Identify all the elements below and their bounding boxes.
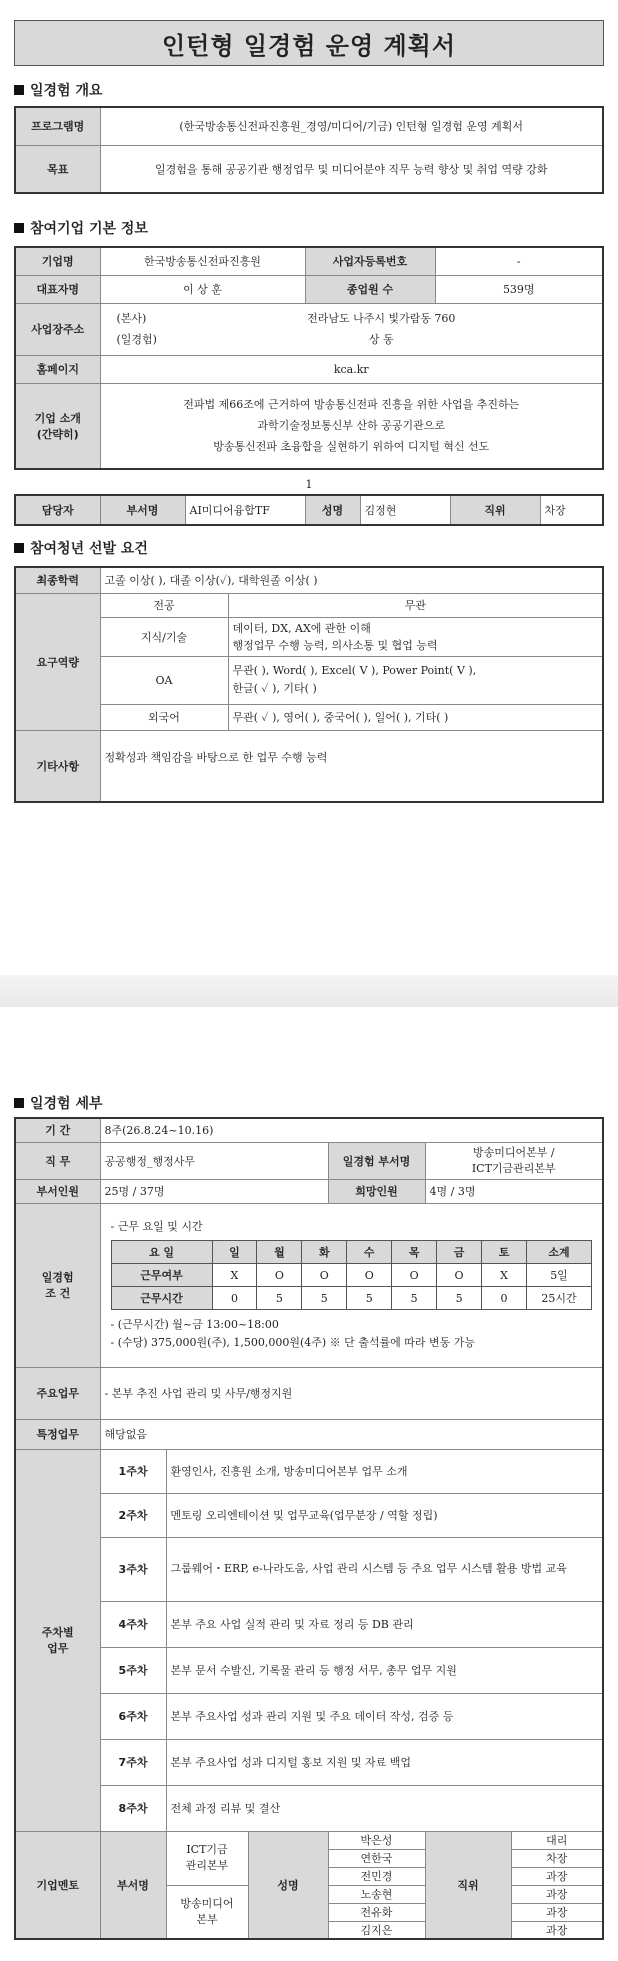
program-label: 프로그램명: [15, 107, 100, 145]
week-label: 4주차: [100, 1601, 166, 1647]
schedule-cell: O: [302, 1264, 347, 1287]
main-task-label: 주요업무: [15, 1367, 100, 1419]
goal-value: 일경험을 통해 공공기관 행정업무 및 미디어분야 직무 능력 향상 및 취업 역량 강화: [100, 145, 603, 193]
oa-value: [228, 656, 603, 704]
mentor-name: 전유화: [328, 1903, 425, 1921]
major-value: 무관: [228, 593, 603, 617]
schedule-header: 금: [437, 1241, 482, 1264]
page-2: [0, 1007, 618, 1961]
mentor-name: 노송현: [328, 1885, 425, 1903]
schedule-cell: X: [212, 1264, 257, 1287]
condition-label: [15, 1203, 100, 1367]
schedule-cell: 5일: [527, 1264, 592, 1287]
schedule-header: 화: [302, 1241, 347, 1264]
schedule-row-label: 근무시간: [111, 1287, 212, 1310]
mentor-dept-line: 방송미디어: [180, 1896, 234, 1910]
intro-label: [15, 383, 100, 469]
company-name-value: 한국방송통신전파진흥원: [100, 247, 305, 275]
education-label: 최종학력: [15, 567, 100, 593]
duty-value: 공공행정_행정사무: [100, 1142, 328, 1179]
mentor-position: 대리: [511, 1831, 603, 1849]
major-label: 전공: [100, 593, 228, 617]
weekly-label: [15, 1449, 100, 1831]
homepage-value: kca.kr: [100, 355, 603, 383]
week-task: 그룹웨어・ERP, e-나라도움, 사업 관리 시스템 등 주요 업무 시스템 활용 방법 교육: [166, 1537, 603, 1601]
oa-label: OA: [100, 656, 228, 704]
mentor-position-label: 직위: [425, 1831, 511, 1939]
dept-label: 일경험 부서명: [328, 1142, 425, 1179]
square-bullet-icon: [14, 543, 24, 553]
square-bullet-icon: [14, 223, 24, 233]
week-label: 3주차: [100, 1537, 166, 1601]
week-task: 멘토링 오리엔테이션 및 업무교육(업무분장 / 역할 정립): [166, 1493, 603, 1537]
dept-value: [425, 1142, 603, 1179]
mentor-position: 과장: [511, 1903, 603, 1921]
condition-title: - 근무 요일 및 시간: [110, 1220, 203, 1233]
section-title: 참여기업 기본 정보: [30, 221, 148, 237]
page-1: [0, 0, 618, 975]
dept-label: 부서명: [100, 495, 185, 525]
schedule-cell: 25시간: [527, 1287, 592, 1310]
section-title: 일경험 세부: [30, 1096, 103, 1112]
mentor-name: 김지은: [328, 1921, 425, 1939]
ceo-label: 대표자명: [15, 275, 100, 303]
mentor-name: 전민경: [328, 1867, 425, 1885]
etc-label: 기타사항: [15, 730, 100, 802]
mentor-dept-2: [166, 1885, 248, 1939]
week-label: 2주차: [100, 1493, 166, 1537]
staff-label: 부서인원: [15, 1179, 100, 1203]
oa-line: 한글( ✓ ), 기타( ): [232, 682, 317, 695]
page-number: 1: [305, 478, 313, 491]
section-heading-overview: [14, 80, 103, 100]
mentor-position: 차장: [511, 1849, 603, 1867]
dept-line: ICT기금관리본부: [471, 1161, 556, 1175]
page-break: [0, 975, 618, 1007]
dept-value: AI미디어융합TF: [185, 495, 305, 525]
mentor-name-label: 성명: [248, 1831, 328, 1939]
name-value: 김정현: [360, 495, 450, 525]
schedule-header: 월: [257, 1241, 302, 1264]
weekly-label-line: 주차별: [41, 1626, 74, 1639]
week-task: 전체 과정 리뷰 및 결산: [166, 1785, 603, 1831]
address-hq-tag: (본사): [116, 312, 147, 325]
schedule-cell: X: [482, 1264, 527, 1287]
schedule-cell: O: [347, 1264, 392, 1287]
mentor-position: 과장: [511, 1867, 603, 1885]
week-task: 본부 주요사업 성과 관리 지원 및 주요 데이터 작성, 검증 등: [166, 1693, 603, 1739]
etc-value: 정확성과 책임감을 바탕으로 한 업무 수행 능력: [100, 730, 603, 802]
schedule-cell: 0: [482, 1287, 527, 1310]
position-label: 직위: [450, 495, 540, 525]
language-label: 외국어: [100, 704, 228, 730]
condition-value: [100, 1203, 603, 1367]
schedule-cell: O: [392, 1264, 437, 1287]
schedule-header: 목: [392, 1241, 437, 1264]
schedule-cell: O: [437, 1264, 482, 1287]
mentor-name: 박은성: [328, 1831, 425, 1849]
language-value: 무관( ✓ ), 영어( ), 중국어( ), 일어( ), 기타( ): [228, 704, 603, 730]
week-label: 5주차: [100, 1647, 166, 1693]
hope-value: 4명 / 3명: [425, 1179, 603, 1203]
schedule-cell: O: [257, 1264, 302, 1287]
overview-table: [14, 106, 604, 194]
document-title: 인턴형 일경험 운영 계획서: [14, 20, 604, 66]
schedule-header: 토: [482, 1241, 527, 1264]
ceo-value: 이 상 훈: [100, 275, 305, 303]
square-bullet-icon: [14, 85, 24, 95]
period-value: 8주(26.8.24~10.16): [100, 1118, 603, 1142]
schedule-header: 소계: [527, 1241, 592, 1264]
details-table: [14, 1117, 604, 1940]
intro-line: 과학기술정보통신부 산하 공공기관으로: [257, 419, 446, 433]
schedule-table: [111, 1240, 593, 1310]
intro-value: [100, 383, 603, 469]
weekly-label-line: 업무: [47, 1642, 69, 1655]
condition-note: - (근무시간) 월~금 13:00~18:00: [110, 1318, 279, 1331]
mentor-name: 연한국: [328, 1849, 425, 1867]
mentor-position: 과장: [511, 1921, 603, 1939]
address-hq: 전라남도 나주시 빛가람동 760: [307, 312, 456, 325]
intro-label-line: 기업 소개: [34, 411, 81, 425]
week-task: 본부 주요사업 성과 디지털 홍보 지원 및 자료 백업: [166, 1739, 603, 1785]
square-bullet-icon: [14, 1098, 24, 1108]
company-table: [14, 246, 604, 470]
competency-label: 요구역량: [15, 593, 100, 730]
skill-line: 행정업무 수행 능력, 의사소통 및 협업 능력: [232, 638, 438, 652]
section-heading-requirements: [14, 538, 148, 558]
schedule-cell: 5: [347, 1287, 392, 1310]
intro-line: 전파법 제66조에 근거하여 방송통신전파 진흥을 위한 사업을 추진하는: [183, 398, 520, 412]
mentor-dept-label: 부서명: [100, 1831, 166, 1939]
position-value: 차장: [540, 495, 603, 525]
address-label: 사업장주소: [15, 303, 100, 355]
schedule-cell: 5: [257, 1287, 302, 1310]
address-work: 상 동: [368, 333, 394, 346]
week-label: 7주차: [100, 1739, 166, 1785]
mentor-position: 과장: [511, 1885, 603, 1903]
week-task: 본부 문서 수발신, 기록물 관리 등 행정 서무, 총무 업무 지원: [166, 1647, 603, 1693]
mentor-dept-line: 관리본부: [185, 1859, 229, 1872]
week-label: 1주차: [100, 1449, 166, 1493]
schedule-cell: 0: [212, 1287, 257, 1310]
employees-value: 539명: [435, 275, 603, 303]
schedule-row-label: 근무여부: [111, 1264, 212, 1287]
intro-label-line: (간략히): [36, 427, 79, 441]
condition-note: - (수당) 375,000원(주), 1,500,000원(4주) ※ 단 출석률에 따라 변동 가능: [110, 1336, 476, 1349]
section-heading-details: [14, 1093, 103, 1113]
week-task: 본부 주요 사업 실적 관리 및 자료 정리 등 DB 관리: [166, 1601, 603, 1647]
skill-value: [228, 617, 603, 656]
intro-line: 방송통신전파 초융합을 실현하기 위하여 디지털 혁신 선도: [213, 440, 490, 454]
manager-label: 담당자: [15, 495, 100, 525]
hope-label: 희망인원: [328, 1179, 425, 1203]
week-label: 8주차: [100, 1785, 166, 1831]
mentor-dept-line: 본부: [196, 1912, 218, 1926]
schedule-cell: 5: [392, 1287, 437, 1310]
section-heading-company: [14, 218, 148, 238]
bizno-label: 사업자등록번호: [305, 247, 435, 275]
mentor-dept-1: [166, 1831, 248, 1885]
address-work-tag: (일경험): [116, 333, 157, 346]
week-task: 환영인사, 진흥원 소개, 방송미디어본부 업무 소개: [166, 1449, 603, 1493]
oa-line: 무관( ), Word( ), Excel( V ), Power Point( V ),: [232, 664, 477, 677]
special-task-value: 해당없음: [100, 1419, 603, 1449]
duty-label: 직 무: [15, 1142, 100, 1179]
requirements-table: [14, 566, 604, 803]
company-name-label: 기업명: [15, 247, 100, 275]
homepage-label: 홈페이지: [15, 355, 100, 383]
condition-label-line: 일경험: [41, 1271, 74, 1284]
schedule-header: 일: [212, 1241, 257, 1264]
section-title: 참여청년 선발 요건: [30, 541, 148, 557]
skill-label: 지식/기술: [100, 617, 228, 656]
name-label: 성명: [305, 495, 360, 525]
skill-line: 데이터, DX, AX에 관한 이해: [232, 621, 371, 635]
main-task-value: - 본부 추진 사업 관리 및 사무/행정지원: [100, 1367, 603, 1419]
schedule-header: 수: [347, 1241, 392, 1264]
schedule-cell: 5: [302, 1287, 347, 1310]
mentor-label: 기업멘토: [15, 1831, 100, 1939]
program-value: (한국방송통신전파진흥원_경영/미디어/기금) 인턴형 일경험 운영 계획서: [100, 107, 603, 145]
period-label: 기 간: [15, 1118, 100, 1142]
contact-table: [14, 494, 604, 526]
staff-value: 25명 / 37명: [100, 1179, 328, 1203]
week-label: 6주차: [100, 1693, 166, 1739]
employees-label: 종업원 수: [305, 275, 435, 303]
condition-label-line: 조 건: [45, 1287, 71, 1300]
education-value: 고졸 이상( ), 대졸 이상(✓), 대학원졸 이상( ): [100, 567, 603, 593]
address-value: [100, 303, 603, 355]
special-task-label: 특정업무: [15, 1419, 100, 1449]
dept-line: 방송미디어본부 /: [472, 1145, 555, 1159]
mentor-dept-line: ICT기금: [186, 1843, 228, 1856]
goal-label: 목표: [15, 145, 100, 193]
bizno-value: -: [435, 247, 603, 275]
schedule-header: 요 일: [111, 1241, 212, 1264]
schedule-cell: 5: [437, 1287, 482, 1310]
section-title: 일경험 개요: [30, 83, 103, 99]
